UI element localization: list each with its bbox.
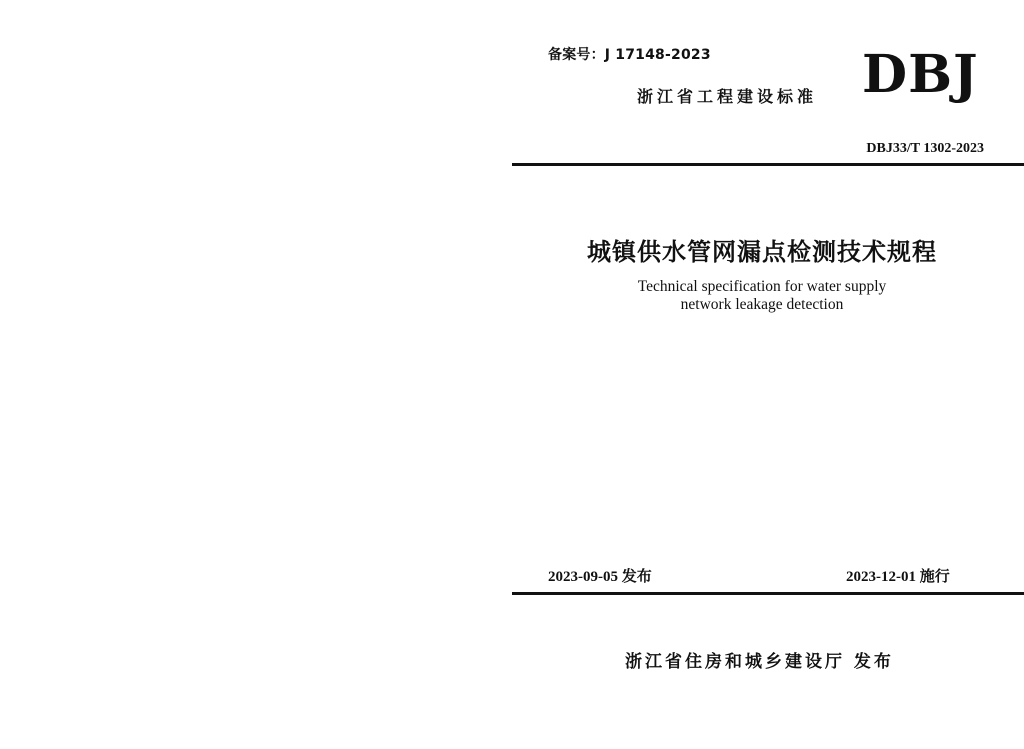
- bottom-divider: [512, 592, 1024, 595]
- standard-type: 浙江省工程建设标准: [637, 87, 818, 106]
- title-english: [512, 278, 1012, 314]
- effective-date: 2023-12-01 施行: [846, 569, 950, 585]
- title-english-line1: Technical specification for water supply: [637, 278, 887, 295]
- record-number: 备案号：J 17148-2023: [548, 47, 711, 63]
- publish-date: 2023-09-05 发布: [548, 569, 652, 585]
- title-chinese: 城镇供水管网漏点检测技术规程: [587, 237, 937, 266]
- issuer: 浙江省住房和城乡建设厅 发布: [625, 652, 894, 672]
- dbj-logo: DBJ: [862, 44, 979, 105]
- standard-number: DBJ33/T 1302-2023: [866, 141, 984, 156]
- top-divider: [512, 163, 1024, 166]
- title-english-line2: network leakage detection: [680, 296, 844, 313]
